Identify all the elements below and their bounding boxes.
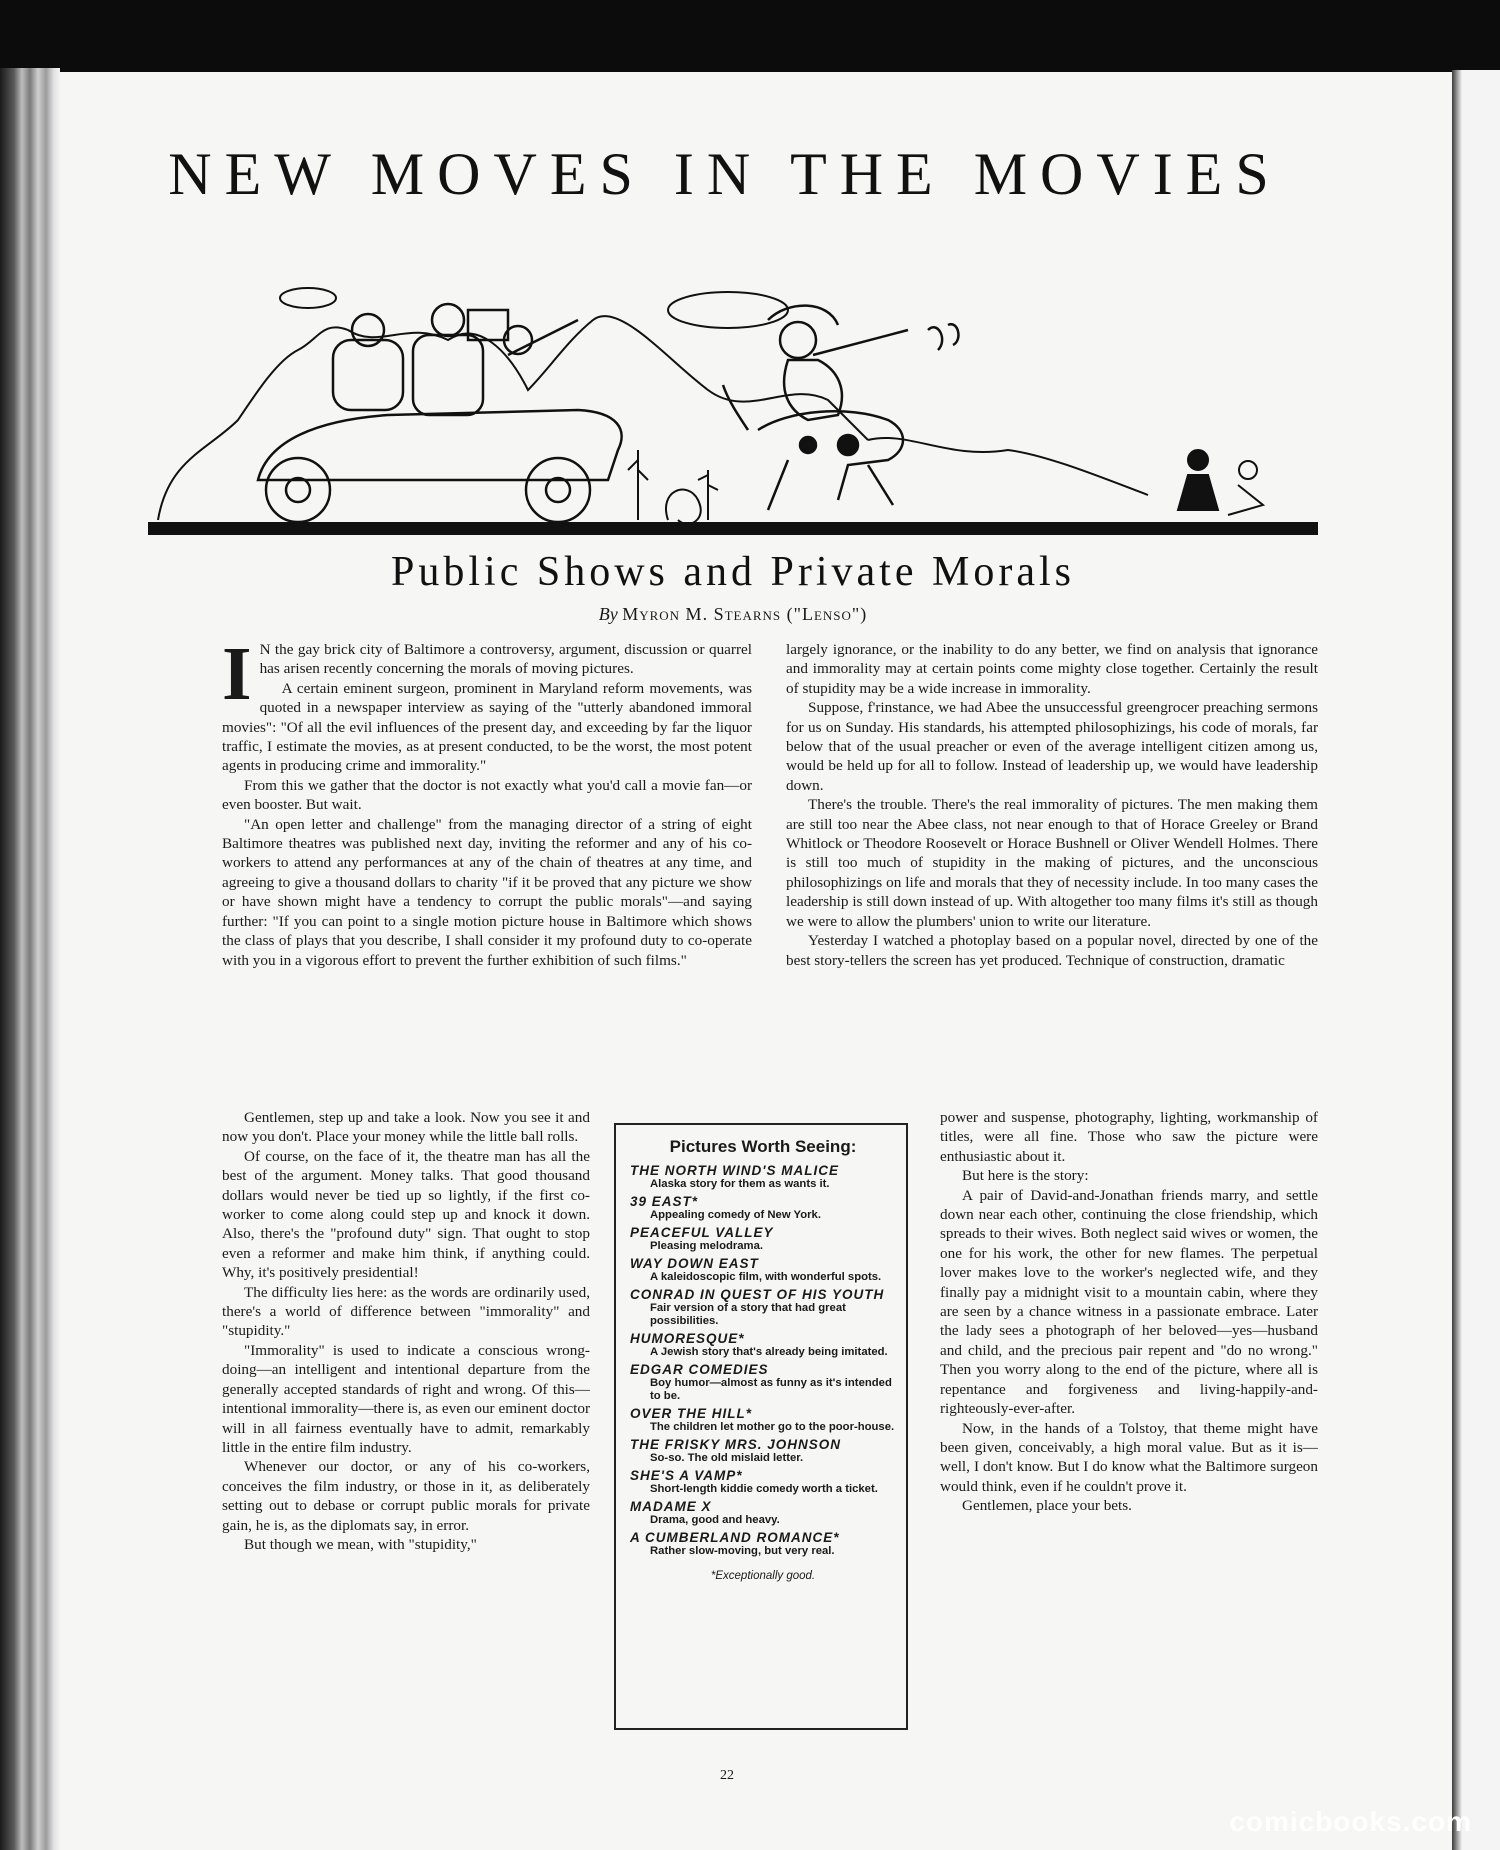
- bandits-drawing: [1178, 450, 1263, 515]
- paragraph: Gentlemen, place your bets.: [962, 1497, 1132, 1515]
- article-title: Public Shows and Private Morals: [391, 549, 1075, 595]
- film-entry: [630, 1499, 896, 1527]
- film-title: THE NORTH WIND'S MALICE: [630, 1163, 839, 1178]
- film-title: SHE'S A VAMP*: [630, 1468, 743, 1483]
- film-description: A kaleidoscopic film, with wonderful spots.: [650, 1271, 882, 1283]
- paragraph: A pair of David-and-Jonathan friends marry, and settle down near each other, continuing the close friendship, which spreads to their wives. Both neglect said wives or women, the one for his work, the other for new flames. The perpetual lover makes love to the worker's neglected wife, and they finally pay a midnight visit to a mountain cabin, where they are seen by a chance witness in a passionate embrace. Later the lady sees a photograph of her beloved—yes—husband and child, and the precious pair repent and "do no wrong." Then you worry along to the end of the picture, where all is repentance and forgiveness and living-happily-and-righteously-ever-after.: [940, 1186, 1318, 1418]
- column-2-top: [786, 640, 1318, 970]
- film-description: A Jewish story that's already being imitated.: [650, 1346, 888, 1358]
- cowboy-on-horse-drawing: [723, 306, 958, 510]
- film-title: OVER THE HILL*: [630, 1406, 753, 1421]
- film-title: A CUMBERLAND ROMANCE*: [630, 1530, 840, 1545]
- paragraph: power and suspense, photography, lighting, workmanship of titles, were all fine. Those who saw the picture were enthusiastic about it.: [940, 1109, 1318, 1165]
- site-watermark: comicbooks.com: [1229, 1806, 1472, 1837]
- paragraph: "Immorality" is used to indicate a conscious wrong-doing—an intelligent and intentional departure from the generally accepted standards of right and wrong. Of this—intentional immorality—there is, as even our eminent doctor will in all fairness eventually have to admit, remarkably little in the entire film industry.: [222, 1341, 590, 1456]
- box-footnote: *Exceptionally good.: [710, 1570, 816, 1582]
- byline-prefix: By: [598, 604, 618, 624]
- film-title: CONRAD IN QUEST OF HIS YOUTH: [630, 1287, 885, 1302]
- film-title: PEACEFUL VALLEY: [630, 1225, 774, 1240]
- pictures-worth-seeing-box: [614, 1123, 908, 1730]
- film-title: HUMORESQUE*: [630, 1331, 745, 1346]
- paragraph: Now, in the hands of a Tolstoy, that theme might have been given, conceivably, a high moral value. But as it is—well, I don't know. But I do know what the Baltimore surgeon would think, even if he couldn't prove it.: [940, 1419, 1318, 1495]
- film-entry: [630, 1362, 896, 1403]
- drop-cap: I: [222, 632, 252, 716]
- facing-page-edge: [1452, 70, 1500, 1850]
- paragraph: Whenever our doctor, or any of his co-workers, conceives the film industry, or those in it, as deliberately setting out to debase or corrupt public morals for private gain, he is, as the diplomats say, in error.: [222, 1458, 590, 1534]
- box-title: Pictures Worth Seeing:: [669, 1137, 857, 1156]
- page-number: 22: [720, 1768, 734, 1783]
- paragraph: Yesterday I watched a photoplay based on a popular novel, directed by one of the best story-tellers the screen has yet produced. Technique of construction, dramatic: [786, 932, 1318, 969]
- film-description: Short-length kiddie comedy worth a ticket.: [650, 1483, 878, 1495]
- cartoon-illustration: [148, 280, 1318, 535]
- paragraph: "An open letter and challenge" from the managing director of a string of eight Baltimore theatres was published next day, inviting the reformer and any of his co-workers to attend any performances at any of the chain of theatres at any time, and agreeing to give a thousand dollars to charity "if it be proved that any picture we show or have shown might have a tendency to corrupt the public morals"—and saying further: "If you can point to a single motion picture house in Baltimore which shows the class of plays that you describe, I shall consider it my profound duty to co-operate with you in a vigorous effort to prevent the further exhibition of such films.": [222, 815, 752, 969]
- paragraph: There's the trouble. There's the real immorality of pictures. The men making them are still too near the Abee class, not near enough to that of Horace Greeley or Brand Whitlock or Theodore Roosevelt or Horace Bushnell or Oliver Wendell Holmes. There is still too much of stupidity in the making of pictures, and the unconscious philosophizings on life and morals that they of necessity include. In too many cases the leadership is still down instead of up. With altogether too many films it's still as though we were to allow the plumbers' union to write our literature.: [786, 796, 1318, 930]
- film-entry: [630, 1530, 896, 1558]
- film-description: Boy humor—almost as funny as it's intended to be.: [650, 1377, 892, 1402]
- film-entry: [630, 1406, 896, 1434]
- paragraph: Of course, on the face of it, the theatre man has all the best of the argument. Money talks. That good thousand dollars would never be tied up so lightly, if the first co-worker to come along could step up and knock it down. Also, there's the "profound duty" sign. That ought to stop even a reformer and make him think, if anything could. Why, it's positively presidential!: [222, 1147, 590, 1282]
- film-entry: [630, 1225, 896, 1253]
- film-description: Drama, good and heavy.: [650, 1514, 780, 1526]
- paragraph: N the gay brick city of Baltimore a controversy, argument, discussion or quarrel has arisen recently concerning the morals of moving pictures.: [259, 641, 752, 678]
- section-masthead: NEW MOVES IN THE MOVIES: [168, 141, 1282, 207]
- film-description: Rather slow-moving, but very real.: [650, 1545, 835, 1557]
- byline-author: Myron M. Stearns ("Lenso"): [622, 604, 868, 624]
- column-1-bottom: [222, 1108, 590, 1554]
- paragraph: Gentlemen, step up and take a look. Now you see it and now you don't. Place your money while the little ball rolls.: [222, 1109, 590, 1146]
- film-title: THE FRISKY MRS. JOHNSON: [630, 1437, 842, 1452]
- film-description: Appealing comedy of New York.: [650, 1209, 821, 1221]
- paragraph: But though we mean, with "stupidity,": [244, 1535, 477, 1553]
- film-entry: [630, 1287, 896, 1328]
- film-description: Alaska story for them as wants it.: [650, 1178, 830, 1190]
- film-title: WAY DOWN EAST: [630, 1256, 759, 1271]
- paragraph: Suppose, f'rinstance, we had Abee the unsuccessful greengrocer preaching sermons for us on Sunday. His standards, his attempted philosophizings, his code of morals, far below that of the usual preacher or even of the average intelligent citizen among us, would be held up for all to follow. Instead of leadership up, we would have leadership down.: [786, 699, 1318, 794]
- film-entry: [630, 1194, 896, 1222]
- cactus-drawing: [628, 450, 718, 524]
- film-description: Fair version of a story that had great possibilities.: [650, 1302, 846, 1327]
- film-description: The children let mother go to the poor-house.: [650, 1421, 895, 1433]
- book-spine-edge: [0, 68, 60, 1850]
- byline: [148, 604, 1318, 625]
- ground-band: [148, 522, 1318, 535]
- column-1-top: [222, 632, 752, 970]
- film-entry: [630, 1437, 896, 1465]
- paragraph: But here is the story:: [962, 1167, 1089, 1185]
- film-title: 39 EAST*: [630, 1194, 699, 1209]
- paragraph: A certain eminent surgeon, prominent in Maryland reform movements, was quoted in a newspaper interview as saying of the "utterly abandoned immoral movies": "Of all the evil influences of the present day, and exceeding by far the liquor traffic, I estimate the movies, as at present conducted, to be the worst, the most potent agents in producing crime and immorality.": [222, 679, 752, 775]
- column-2-bottom: [940, 1108, 1318, 1516]
- film-description: So-so. The old mislaid letter.: [650, 1452, 804, 1464]
- paragraph: The difficulty lies here: as the words are ordinarily used, there's a world of difference between "immorality" and "stupidity.": [222, 1283, 590, 1340]
- film-title: EDGAR COMEDIES: [630, 1362, 769, 1377]
- film-entry: [630, 1163, 896, 1191]
- paragraph: largely ignorance, or the inability to do any better, we find on analysis that ignorance and immorality may at certain points come mighty close together. Certainly the result of stupidity may be a wide increase in immorality.: [786, 641, 1318, 697]
- film-entry: [630, 1468, 896, 1496]
- film-description: Pleasing melodrama.: [650, 1240, 764, 1252]
- film-entry: [630, 1256, 896, 1284]
- film-title: MADAME X: [630, 1499, 712, 1514]
- film-entry: [630, 1331, 896, 1359]
- paragraph: From this we gather that the doctor is not exactly what you'd call a movie fan—or even booster. But wait.: [222, 776, 752, 814]
